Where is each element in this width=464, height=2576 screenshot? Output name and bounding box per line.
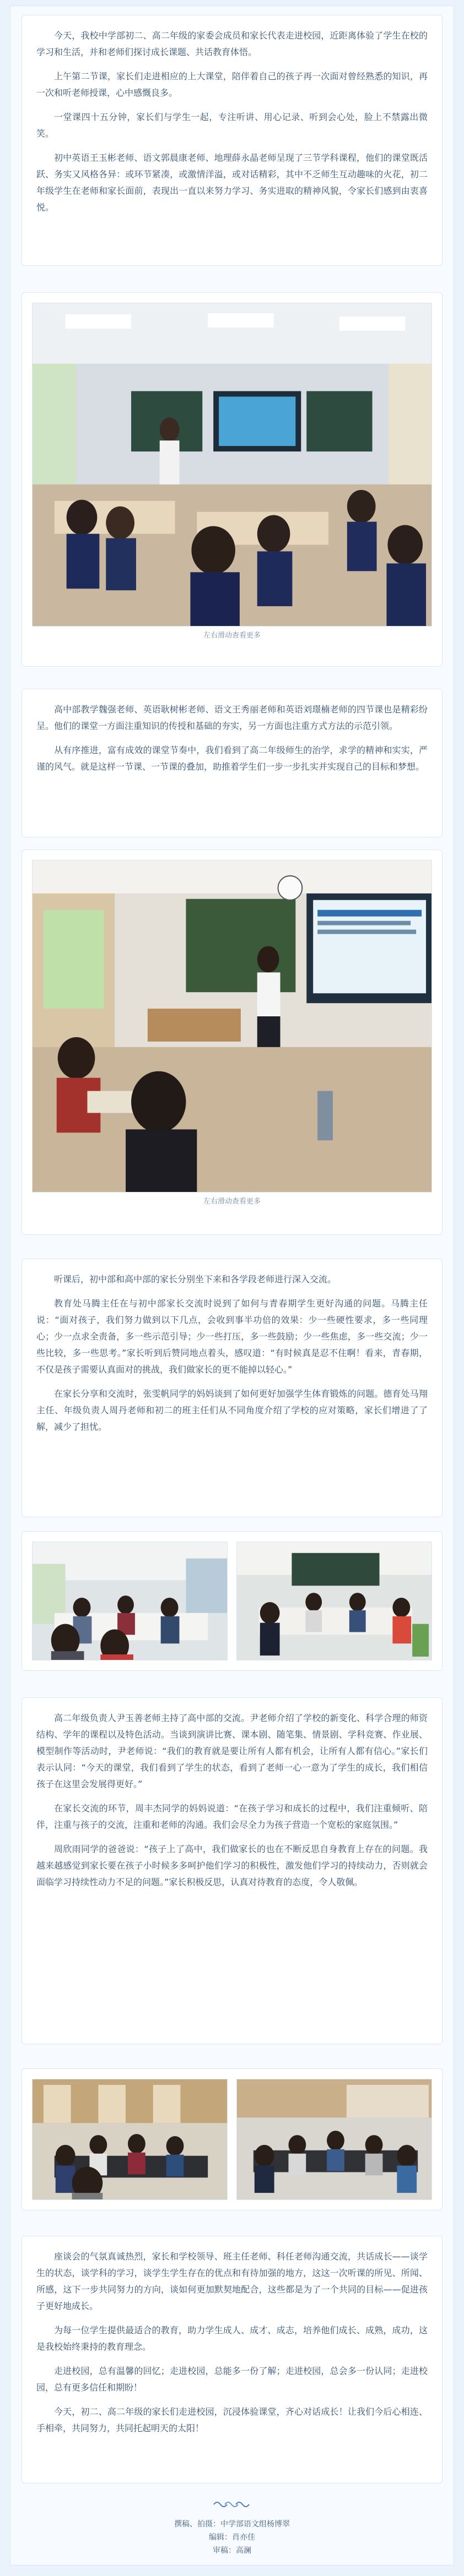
wave-ornament-icon (213, 2499, 251, 2508)
senior-class-photo[interactable] (32, 860, 432, 1192)
high-school-paragraph: 周欣雨同学的爸爸说：“孩子上了高中，我们做家长的也在不断反思自身教育上存在的问题。我越来越感觉到家长要在孩子小时候多多呵护他们学习的积极性，激发他们学习的持续动力，否则就会面临学习持续性动力不足的问题。”家长积极反思，认真对待教育的态度，令人敬佩。 (36, 1844, 428, 1887)
meeting-photo-illustration (33, 2079, 227, 2199)
senior-meeting-photo-left[interactable] (32, 2079, 228, 2200)
closing-text-card (21, 2236, 443, 2484)
senior-paragraph: 从有序推进，富有成效的课堂节奏中，我们看到了高二年级师生的治学，求学的精神和实实，严谨的风气。就是这样一节课、一节课的叠加，助推着学生们一步一步扎实并实现自己的目标和梦想。 (36, 745, 428, 772)
photo-pair (32, 1542, 432, 1660)
exchange-paragraph: 教育处马腾主任在与初中部家长交流时说到了如何与青春期学生更好沟通的问题。马腾主任说：“面对孩子，我们努力做到以下几点，会收到事半功倍的效果：少一些硬性要求，多一些同理心；少一点求全责备，多一些示范引导；少一些打压，多一些鼓励；少一些焦虑，多一些交流；少一些比较，多一些思考。”家长听到后赞同地点着头，感叹道：“有时候真是忍不住啊！看来，青春期，不仅是孩子需要认真面对的挑战，我们做家长的更不能掉以轻心。” (36, 1298, 428, 1375)
senior-class-text-card (21, 689, 443, 837)
credits-block (10, 2518, 454, 2557)
classroom-photo-illustration (33, 303, 431, 626)
intro-text-card (21, 15, 443, 266)
intro-paragraph: 初中英语王玉彬老师、语文郭晨康老师、地理薛永晶老师呈现了三节学科课程，他们的课堂既活跃、务实又风格各异：或环节紧凑，或激情洋溢，或对话精彩，其中不乏师生互动趣味的火花，初二年级学生在老师和家长面前，表现出一直以来努力学习、务实进取的精神风貌，令家长们感到由衷喜悦。 (36, 153, 428, 213)
photo-card-senior-meeting (21, 2068, 443, 2210)
senior-meeting-photo-right[interactable] (236, 2079, 432, 2200)
exchange-paragraph: 在家长分享和交流时，张雯帆同学的妈妈谈到了如何更好加强学生体育锻炼的问题。德育处马翔主任、年级负责人周丹老师和初二的班主任们从不同角度介绍了学校的应对策略，家长们增进了了解，减少了担忧。 (36, 1388, 428, 1432)
intro-paragraph: 上午第二节课，家长们走进相应的上大课堂，陪伴着自己的孩子再一次面对曾经熟悉的知识，再一次和听老师授课，心中感慨良多。 (36, 71, 428, 98)
senior-paragraph: 高中部教学魏强老师、英语耿树彬老师、语文王秀丽老师和英语刘璟楠老师的四节课也是精彩纷呈。他们的课堂一方面注重知识的传授和基础的夯实，另一方面也注重方式方法的示范引领。 (36, 704, 428, 731)
junior-class-photo[interactable] (32, 303, 432, 627)
junior-meeting-photo-right[interactable] (236, 1542, 432, 1660)
high-school-paragraph: 在家长交流的环节，周丰杰同学的妈妈说道：“在孩子学习和成长的过程中，我们注重倾听、陪伴，注重与孩子的交流，注重和老师的沟通。我们会尽全力为孩子营造一个宽松的家庭氛围。” (36, 1803, 428, 1830)
exchange-paragraph: 听课后，初中部和高中部的家长分别坐下来和各学段老师进行深入交流。 (54, 1274, 337, 1284)
high-school-exchange-card (21, 1697, 443, 2044)
intro-paragraph: 今天，我校中学部初二、高二年级的家委会成员和家长代表走进校园，近距离体验了学生在校的学习和生活，并和老师们探讨成长课题、共话教育体悟。 (36, 30, 428, 57)
editor-credit: 编辑：肖亦佳 (209, 2533, 255, 2542)
photo-caption: 左右滑动查看更多 (203, 631, 261, 640)
closing-paragraph: 座谈会的气氛真诚热烈，家长和学校领导、班主任老师、科任老师沟通交流，共话成长——谈学生的状态，谈学科的学习，谈学生学生存在的优点和有待加强的地方，这这一次听课的所见、所闻、所感，这下一步共同努力的方向，谈如何更加默契地配合，这些都是为了一个共同的目标——促进孩子更好地成长。 (36, 2251, 428, 2311)
photo-card-junior-class (21, 292, 443, 667)
meeting-photo-illustration (237, 1542, 431, 1660)
meeting-photo-illustration (237, 2079, 431, 2199)
article-page (10, 6, 454, 2566)
photo-card-junior-meeting (21, 1531, 443, 1671)
junior-meeting-photo-left[interactable] (32, 1542, 228, 1660)
closing-paragraph: 走进校园，总有温馨的回忆；走进校园，总能多一份了解；走进校园，总会多一份认同；走进校园，总有更多信任和期盼！ (36, 2366, 428, 2393)
intro-paragraph: 一堂课四十五分钟，家长们与学生一起，专注听讲、用心记录、听到会心处，脸上不禁露出微笑。 (36, 112, 428, 139)
meeting-photo-illustration (33, 1542, 227, 1660)
closing-paragraph: 今天，初二、高二年级的家长们走进校园，沉浸体验课堂，齐心对话成长！让我们今后心相连、手相牵，共同努力，共同托起明天的太阳！ (36, 2406, 428, 2433)
wave-divider-icon (10, 2499, 454, 2510)
teacher-lecture-photo-illustration (33, 861, 431, 1192)
closing-paragraph: 为每一位学生提供最适合的教育，助力学生成人、成才、成志，培养他们成长、成熟，成功，这是我校始终秉持的教育理念。 (36, 2325, 428, 2352)
photo-caption: 左右滑动查看更多 (203, 1197, 261, 1206)
photo-card-senior-class (21, 849, 443, 1235)
exchange-text-card (21, 1259, 443, 1517)
photo-pair (32, 2079, 432, 2200)
high-school-paragraph: 高二年级负责人尹玉善老师主持了高中部的交流。尹老师介绍了学校的新变化、科学合理的师资结构、学年的课程以及特色活动。当谈到演讲比赛、课本剧、随笔集、情景剧、学科竞赛、作业展、模型制作等活动时，尹老师说：“我们的教育就是要让所有人都有机会，让所有人都有信心。”家长们表示认同：“今天的课堂，我们看到了学生的状态，看到了老师一心一意为了学生的成长，我们相信孩子在这里会发展得更好。” (36, 1713, 428, 1789)
reviewer-credit: 审稿：高澜 (213, 2546, 251, 2555)
author-credit: 撰稿、拍摄：中学部语文组杨博翠 (174, 2520, 290, 2529)
